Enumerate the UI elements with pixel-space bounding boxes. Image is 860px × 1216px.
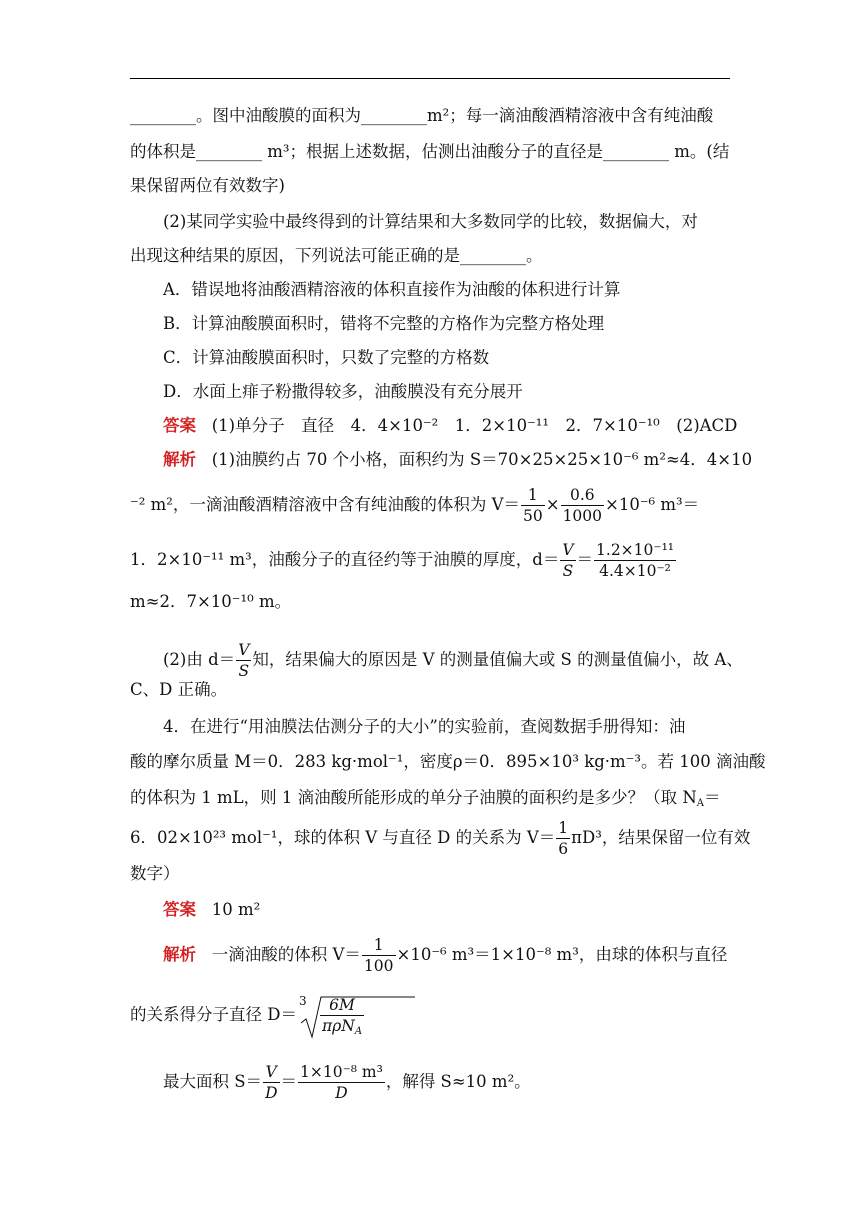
fraction: $\frac{V}{D}$ <box>265 1063 278 1102</box>
analysis-text: (1)油膜约占 70 个小格，面积约为 S＝70×25×25×10⁻⁶ m²≈4．4×10 <box>211 450 753 469</box>
answer-label: 答案 <box>163 416 196 435</box>
analysis-text: 知，结果偏大的原因是 V 的测量值偏大或 S 的测量值偏小，故 A、 <box>252 650 743 669</box>
fraction: $\frac{1}{100}$ <box>363 936 394 975</box>
fraction: $\frac{0.6}{1000}$ <box>562 486 603 525</box>
analysis-label: 解析 <box>163 450 196 469</box>
q3-option-a: A．错误地将油酸酒精溶液的体积直接作为油酸的体积进行计算 <box>163 280 621 299</box>
q3-option-c: C．计算油酸膜面积时，只数了完整的方格数 <box>163 348 490 367</box>
q3-text-line-3: 果保留两位有效数字) <box>130 176 285 195</box>
answer-text: 10 m² <box>211 900 261 919</box>
analysis-label: 解析 <box>163 945 196 964</box>
q4-text: 6．02×10²³ mol⁻¹，球的体积 V 与直径 D 的关系为 V＝ <box>130 828 556 847</box>
q4-line-4 <box>130 818 751 859</box>
root-index: 3 <box>298 994 307 1008</box>
q3-text-line-2: 的体积是________ m³；根据上述数据，估测出油酸分子的直径是________ m。(结 <box>130 142 730 161</box>
subscript: A <box>696 798 704 809</box>
q3-analysis-line-1 <box>163 448 753 472</box>
analysis-text: 1．2×10⁻¹¹ m³，油酸分子的直径约等于油膜的厚度，d＝ <box>130 550 560 569</box>
q3-analysis-line-3: 1．2×10⁻¹¹ m³，油酸分子的直径约等于油膜的厚度，d＝ $\frac{V}{S}$ ＝ $\frac{\text{1.2×10⁻¹¹}}{\text{4.4×10⁻²}}$ <box>130 541 675 580</box>
fraction: $\frac{V}{S}$ <box>562 541 574 580</box>
answer-label: 答案 <box>163 900 196 919</box>
q4-text: ＝ <box>704 788 721 807</box>
cube-root <box>297 995 365 1036</box>
q3-text-line-1: ________。图中油酸膜的面积为________m²；每一滴油酸酒精溶液中含有纯油酸 <box>130 106 714 125</box>
q3-option-b: B．计算油酸膜面积时，错将不完整的方格作为完整方格处理 <box>163 314 605 333</box>
analysis-text: 最大面积 S＝ <box>163 1072 263 1091</box>
q3-option-d: D．水面上痱子粉撒得较多，油酸膜没有充分展开 <box>163 382 523 401</box>
q4-line-1: 4．在进行“用油膜法估测分子的大小”的实验前，查阅数据手册得知：油 <box>163 717 686 736</box>
fraction: $\frac{6M}{\pi\rho N_A}$ <box>321 996 363 1037</box>
answer-text: (1)单分子 直径 4．4×10⁻² 1．2×10⁻¹¹ 2．7×10⁻¹⁰ (2)ACD <box>211 416 738 435</box>
header-rule <box>130 78 730 79</box>
fraction: $\frac{\text{1×10⁻⁸ m³}}{D}$ <box>300 1063 383 1102</box>
q4-line-5: 数字） <box>130 864 180 883</box>
analysis-text: ⁻² m²，一滴油酸酒精溶液中含有纯油酸的体积为 V＝ <box>130 495 520 514</box>
q4-text: 的体积为 1 mL，则 1 滴油酸所能形成的单分子油膜的面积约是多少？（取 N <box>130 788 697 807</box>
radical-sign <box>297 995 417 1041</box>
analysis-text: ×10⁻⁶ m³＝1×10⁻⁸ m³，由球的体积与直径 <box>396 945 728 964</box>
analysis-text: ，解得 S≈10 m²。 <box>385 1072 531 1091</box>
analysis-text: 的关系得分子直径 D＝ <box>130 1005 297 1024</box>
q4-analysis-line-3: 最大面积 S＝ $\frac{V}{D}$ ＝ $\frac{\text{1×10⁻⁸ m³}}{D}$ ，解得 S≈10 m²。 <box>163 1063 531 1102</box>
q4-analysis-line-1 <box>163 935 730 976</box>
q3-part2-line-1: (2)某同学实验中最终得到的计算结果和大多数同学的比较，数据偏大，对 <box>163 212 698 231</box>
q4-text: πD³，结果保留一位有效 <box>571 828 751 847</box>
analysis-text: ×10⁻⁶ m³＝ <box>605 495 700 514</box>
q4-analysis-line-2 <box>130 995 730 1036</box>
q4-line-2: 酸的摩尔质量 M＝0．283 kg·mol⁻¹，密度ρ＝0．895×10³ kg·m⁻³。若 100 滴油酸 <box>130 752 766 771</box>
q3-analysis-line-5 <box>163 640 743 681</box>
q4-line-3 <box>130 786 730 810</box>
fraction: $\frac{\text{1.2×10⁻¹¹}}{\text{4.4×10⁻²}}$ <box>596 541 675 580</box>
q4-answer <box>163 898 730 922</box>
q3-answer <box>163 414 738 438</box>
q3-part2-line-2: 出现这种结果的原因，下列说法可能正确的是________。 <box>130 246 543 265</box>
q3-analysis-line-4: m≈2．7×10⁻¹⁰ m。 <box>130 592 292 611</box>
q3-analysis-line-6: C、D 正确。 <box>130 680 228 699</box>
analysis-text: 一滴油酸的体积 V＝ <box>211 945 361 964</box>
fraction: $\frac{V}{S}$ <box>238 641 250 680</box>
analysis-text: (2)由 d＝ <box>163 650 236 669</box>
q3-analysis-line-2: ⁻² m²，一滴油酸酒精溶液中含有纯油酸的体积为 V＝ $\frac{1}{50}$ × $\frac{0.6}{1000}$ ×10⁻⁶ m³＝ <box>130 486 700 525</box>
fraction: $\frac{1}{6}$ <box>558 819 569 858</box>
fraction: $\frac{1}{50}$ <box>523 486 543 525</box>
